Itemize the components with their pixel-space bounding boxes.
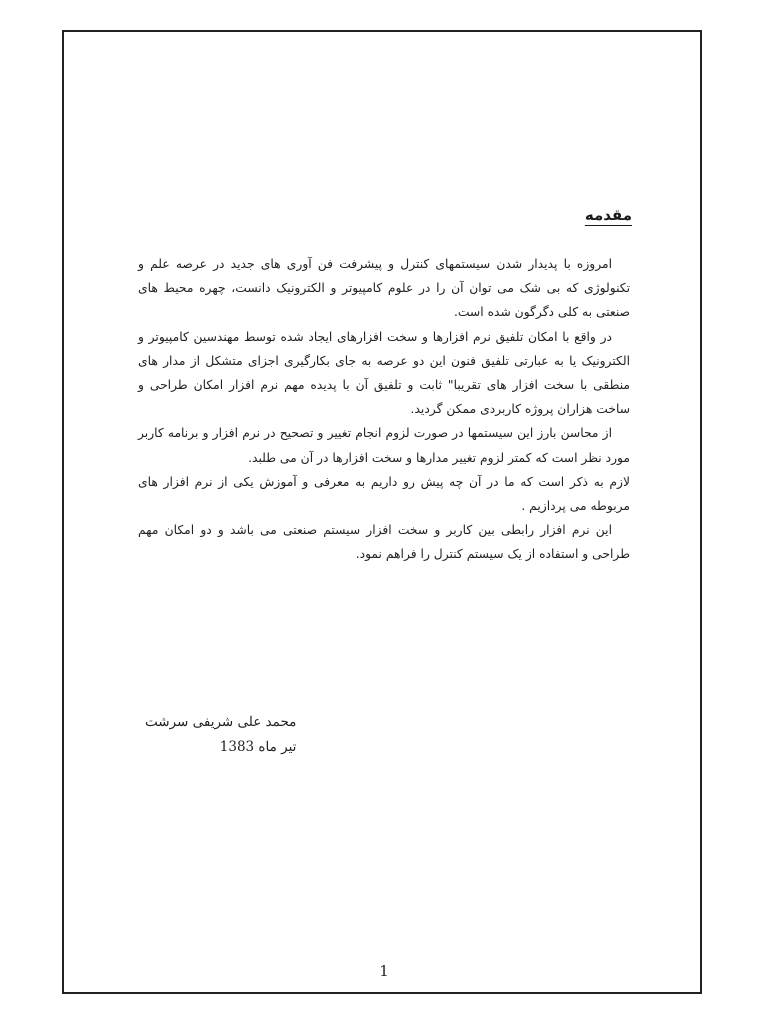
author-name: محمد علی شریفی سرشت xyxy=(145,714,297,730)
page-number: 1 xyxy=(379,962,389,980)
paragraph-note: لازم به ذکر است که ما در آن چه پیش رو داریم به معرفی و آموزش یکی از نرم افزار های مربوطه می پردازیم . xyxy=(138,474,630,514)
paragraph-integration: در واقع با امکان تلفیق نرم افزارها و سخت افزارهای ایجاد شده توسط مهندسین کامپیوتر و الکترونیک یا به عبارتی تلفیق فنون این دو عرصه به جای بکارگیری اجزای متشکل از مدار های منطقی با سخت افزار های تقریبا" ثابت و تلفیق آن با پدیده مهم نرم افزار امکان طراحی و ساخت هزاران پروژه کاربردی ممکن گردید. xyxy=(138,329,630,417)
paragraph-software: این نرم افزار رابطی بین کاربر و سخت افزار سیستم صنعتی می باشد و دو امکان مهم طراحی و استفاده از یک سیستم کنترل را فراهم نمود. xyxy=(138,523,630,562)
section-heading: مقدمه xyxy=(584,206,632,224)
document-body xyxy=(138,252,630,567)
paragraph-intro: امروزه با پدیدار شدن سیستمهای کنترل و پیشرفت فن آوری های جدید در عرصه علم و تکنولوژی که بی شک می توان آن را در علوم کامپیوتر و الکترونیک دانست، چهره محیط های صنعتی به کلی دگرگون شده است. xyxy=(138,257,630,320)
paragraph-advantages: از محاسن بارز این سیستمها در صورت لزوم انجام تغییر و تصحیح در نرم افزار و برنامه کاربر مورد نظر است که کمتر لزوم تغییر مدارها و سخت افزارها در آن می طلبد. xyxy=(138,426,630,465)
signature-date: تیر ماه 1383 xyxy=(219,739,297,755)
signature-block xyxy=(145,710,296,760)
